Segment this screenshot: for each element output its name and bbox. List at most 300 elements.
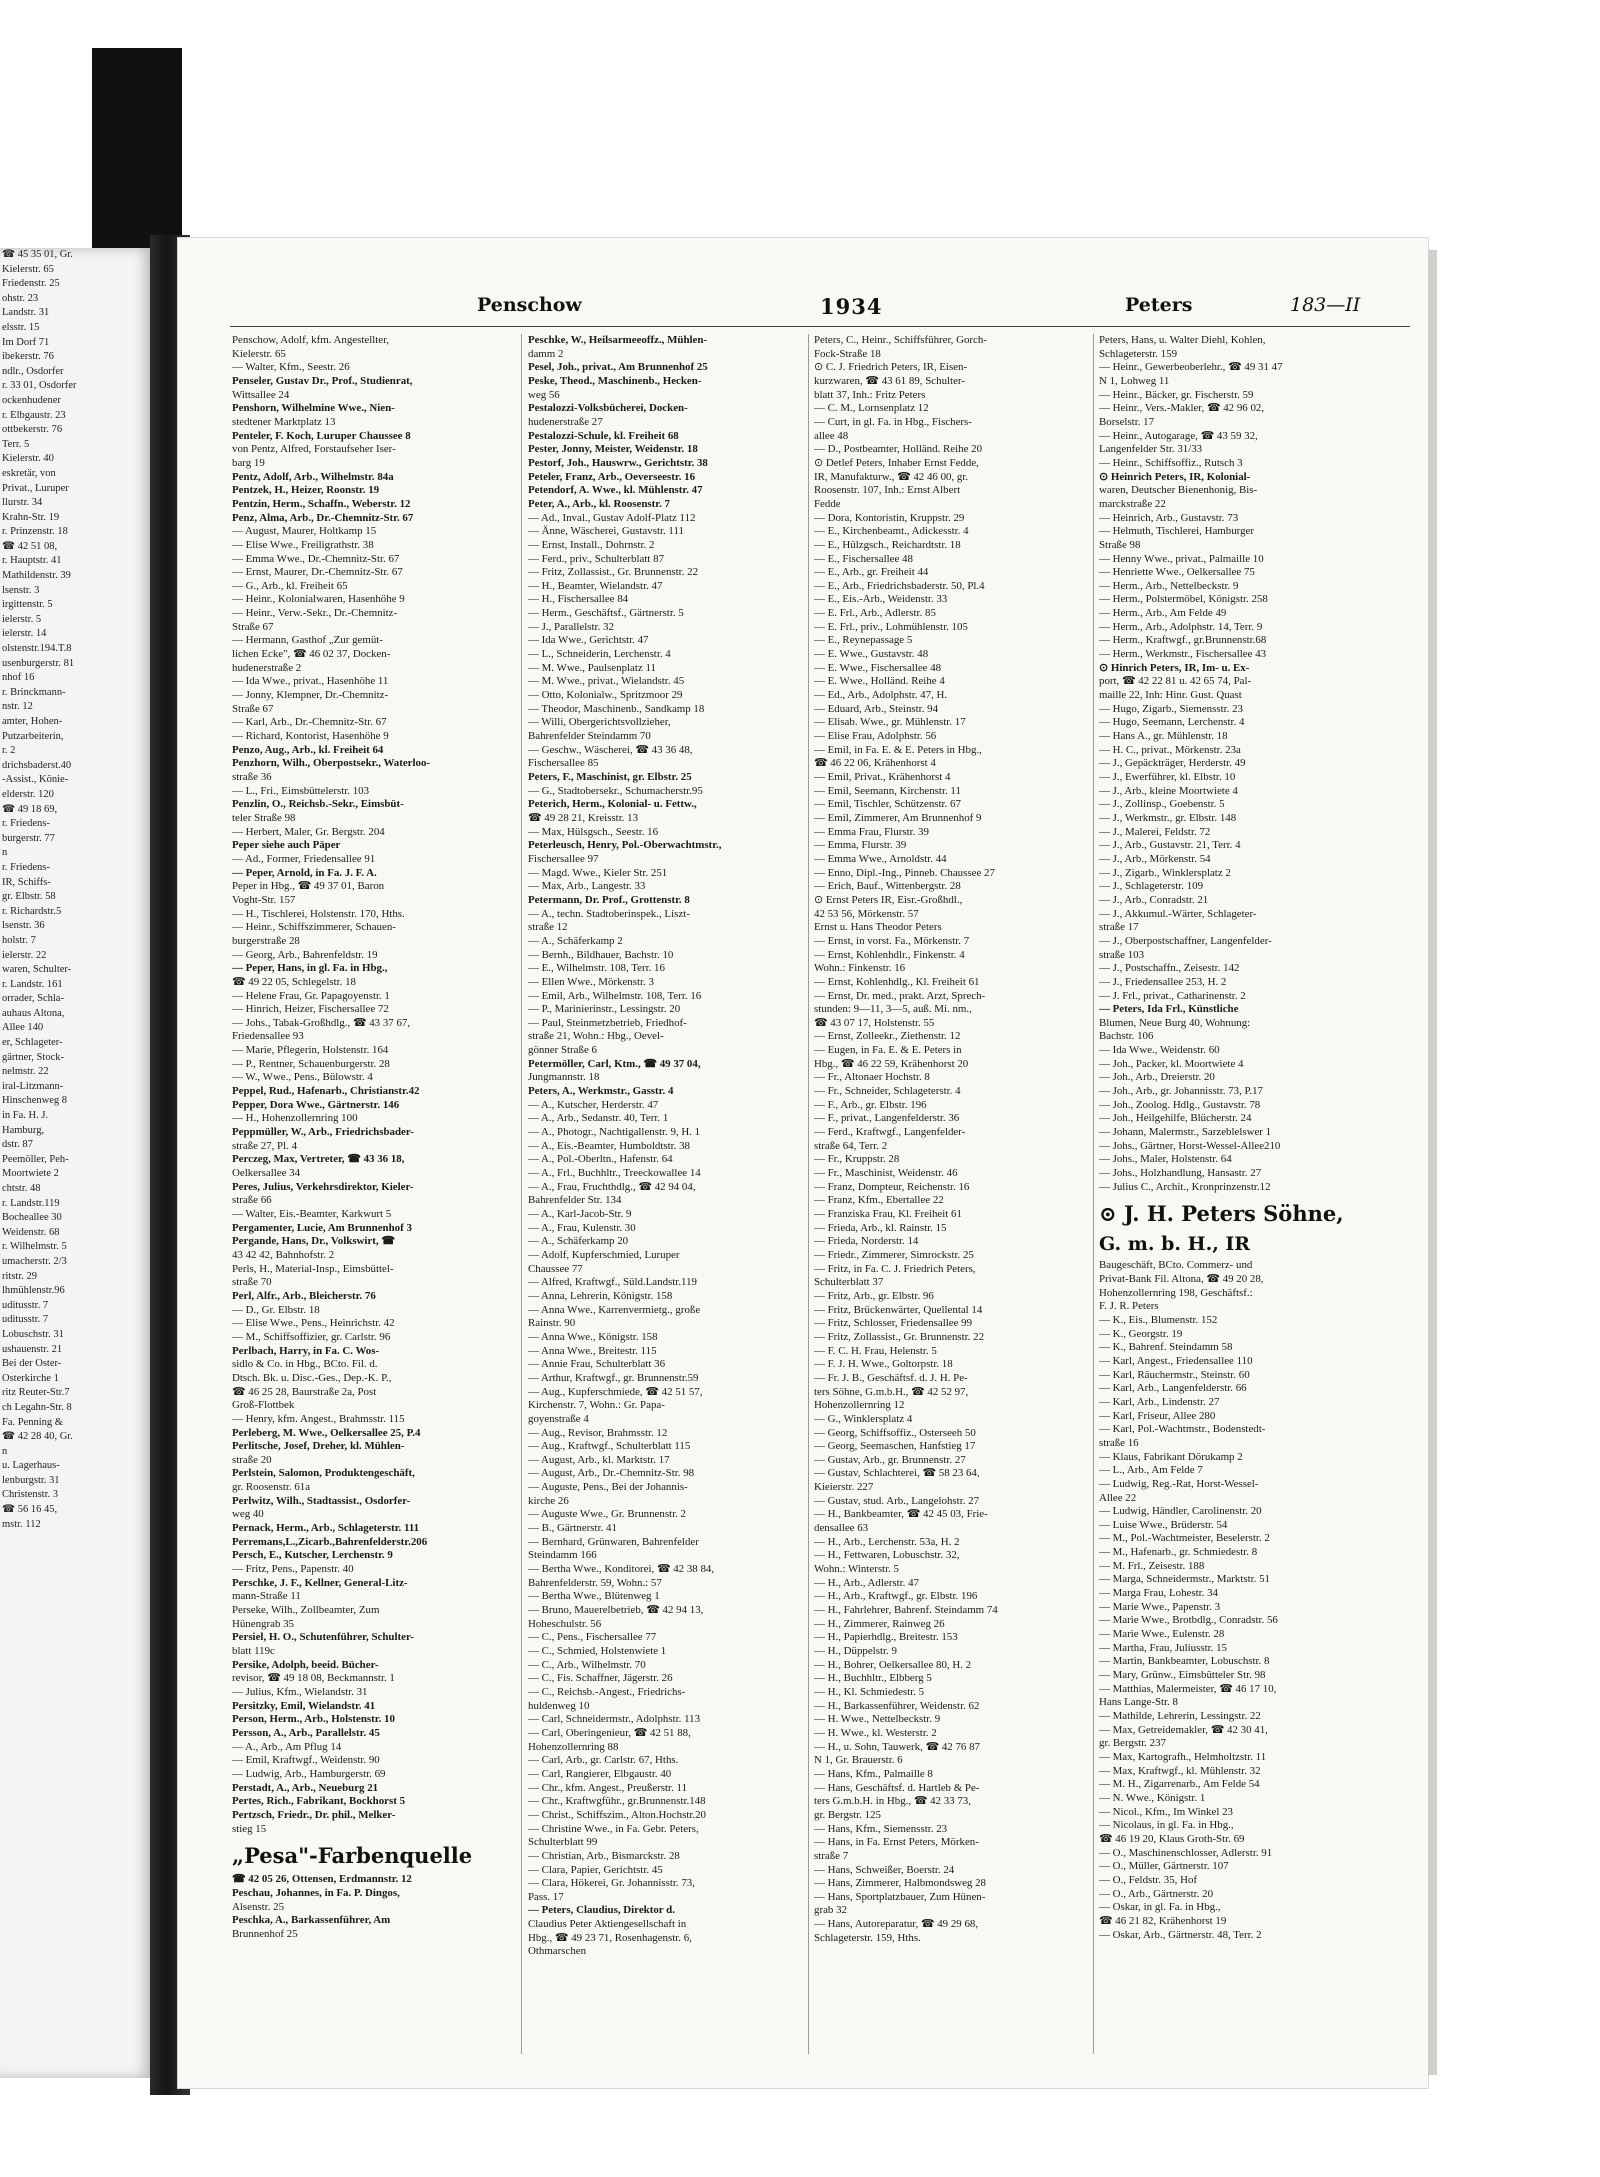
directory-entry: Hans Lange-Str. 8 bbox=[1099, 1696, 1178, 1709]
directory-entry: — Henriette Wwe., Oelkersallee 75 bbox=[1099, 566, 1255, 579]
directory-entry: — Fr. J. B., Geschäftsf. d. J. H. Pe- bbox=[814, 1371, 968, 1384]
directory-entry: — Herm., Kraftwgf., gr.Brunnenstr.68 bbox=[1099, 634, 1267, 647]
directory-entry: — D., Gr. Elbstr. 18 bbox=[232, 1303, 320, 1316]
directory-entry: — Georg, Seemaschen, Hanfstieg 17 bbox=[814, 1440, 976, 1453]
directory-entry: Perstadt, A., Arb., Neueburg 21 bbox=[232, 1781, 379, 1794]
directory-entry: — F., Arb., gr. Elbstr. 196 bbox=[814, 1098, 927, 1111]
directory-entry: Hohenzollernring 198, Geschäftsf.: bbox=[1099, 1286, 1253, 1299]
header-rule bbox=[230, 326, 1410, 327]
directory-entry: — L., Schneiderin, Lerchenstr. 4 bbox=[528, 648, 671, 661]
directory-entry: Hohenzollernring 12 bbox=[814, 1399, 905, 1412]
directory-entry: Pertes, Rich., Fabrikant, Bockhorst 5 bbox=[232, 1795, 406, 1808]
directory-entry: straße 27, Pl. 4 bbox=[232, 1139, 298, 1152]
directory-entry: Othmarschen bbox=[528, 1945, 587, 1958]
directory-entry: Penschow, Adolf, kfm. Angestellter, bbox=[232, 334, 390, 346]
directory-entry: — Alfred, Kraftwgf., Süld.Landstr.119 bbox=[528, 1276, 697, 1289]
directory-entry: — E., Hülzgsch., Reichardtstr. 18 bbox=[814, 538, 961, 551]
directory-entry: — Herm., Arb., Nettelbeckstr. 9 bbox=[1099, 579, 1239, 592]
previous-page-line: orrader, Schla- bbox=[2, 993, 64, 1005]
directory-entry: — H., Fahrlehrer, Bahrenf. Steindamm 74 bbox=[814, 1604, 998, 1617]
previous-page-line: mstr. 112 bbox=[2, 1518, 41, 1530]
directory-entry: Schlageterstr. 159 bbox=[1099, 347, 1178, 360]
directory-entry: — F. J. H. Wwe., Goltorpstr. 18 bbox=[814, 1358, 953, 1371]
directory-entry: — A., techn. Stadtoberinspek., Liszt- bbox=[528, 907, 690, 920]
directory-entry: ⊙ Detlef Peters, Inhaber Ernst Fedde, bbox=[814, 456, 979, 469]
directory-entry: — J., Werkmstr., gr. Elbstr. 148 bbox=[1099, 811, 1237, 824]
column-divider bbox=[1093, 334, 1094, 2054]
directory-entry: — Oskar, Arb., Gärtnerstr. 48, Terr. 2 bbox=[1099, 1928, 1262, 1941]
previous-page-line: irgittenstr. 5 bbox=[2, 599, 53, 611]
directory-entry: Jungmannstr. 18 bbox=[528, 1071, 600, 1084]
directory-entry: — Curt, in gl. Fa. in Hbg., Fischers- bbox=[814, 415, 972, 428]
directory-entry: Claudius Peter Aktiengesellschaft in bbox=[528, 1918, 687, 1931]
directory-entry: — O., Arb., Gärtnerstr. 20 bbox=[1099, 1887, 1214, 1900]
previous-page-line: r. Prinzenstr. 18 bbox=[2, 526, 68, 538]
directory-entry: von Pentz, Alfred, Forstaufseher Iser- bbox=[232, 443, 396, 456]
directory-entry: — Enno, Dipl.-Ing., Pinneb. Chaussee 27 bbox=[814, 866, 995, 879]
directory-entry: — Gustav, stud. Arb., Langelohstr. 27 bbox=[814, 1494, 980, 1507]
directory-entry: — Matthias, Malermeister, ☎ 46 17 10, bbox=[1099, 1682, 1277, 1695]
column-divider bbox=[808, 334, 809, 2054]
directory-entry: lichen Ecke", ☎ 46 02 37, Docken- bbox=[232, 648, 391, 661]
directory-entry: — H. Wwe., Nettelbeckstr. 9 bbox=[814, 1713, 941, 1726]
directory-entry: N 1, Gr. Brauerstr. 6 bbox=[814, 1754, 903, 1767]
directory-entry: straße 17 bbox=[1099, 921, 1139, 934]
directory-entry: — Erich, Bauf., Wittenbergstr. 28 bbox=[814, 880, 961, 893]
directory-entry: ☎ 46 22 06, Krähenhorst 4 bbox=[814, 757, 936, 770]
directory-entry: — August, Arb., kl. Marktstr. 17 bbox=[528, 1453, 670, 1466]
directory-entry: Peper in Hbg., ☎ 49 37 01, Baron bbox=[232, 880, 385, 893]
directory-entry: Penseler, Gustav Dr., Prof., Studienrat, bbox=[232, 374, 413, 387]
directory-entry: Perschke, J. F., Kellner, General-Litz- bbox=[232, 1576, 408, 1589]
previous-page-line: ☎ 42 51 08, bbox=[2, 540, 58, 552]
directory-entry: straße 20 bbox=[232, 1453, 272, 1466]
directory-entry: — Johs., Maler, Holstenstr. 64 bbox=[1099, 1153, 1232, 1166]
previous-page-line: burgerstr. 77 bbox=[2, 832, 55, 844]
directory-entry: — Auguste, Pens., Bei der Johannis- bbox=[528, 1481, 688, 1494]
directory-entry: — Bertha Wwe., Konditorei, ☎ 42 38 84, bbox=[528, 1563, 715, 1576]
directory-entry: — H., Tischlerei, Holstenstr. 170, Hths. bbox=[232, 907, 405, 920]
directory-entry: Peter, A., Arb., kl. Roosenstr. 7 bbox=[528, 497, 670, 510]
directory-entry: — G., Stadtobersekr., Schumacherstr.95 bbox=[528, 784, 703, 797]
directory-entry: — H., Fischersallee 84 bbox=[528, 593, 629, 606]
previous-page-line: Osterkirche 1 bbox=[2, 1372, 59, 1384]
directory-entry: Peters, C., Heinr., Schiffsführer, Gorch- bbox=[814, 334, 987, 346]
directory-entry: N 1, Lohweg 11 bbox=[1099, 374, 1170, 387]
directory-entry: ☎ 42 05 26, Ottensen, Erdmannstr. 12 bbox=[232, 1873, 412, 1886]
directory-entry: — Hugo, Seemann, Lerchenstr. 4 bbox=[1099, 716, 1245, 729]
previous-page-line: Peemöller, Peh- bbox=[2, 1153, 69, 1165]
directory-entry: Penzlin, O., Reichsb.-Sekr., Eimsbüt- bbox=[232, 798, 404, 811]
directory-column-1 bbox=[232, 334, 510, 1941]
directory-entry: Pergamenter, Lucie, Am Brunnenhof 3 bbox=[232, 1221, 412, 1234]
previous-page-line: ibekerstr. 76 bbox=[2, 351, 54, 363]
directory-entry: — Carl, Rangierer, Elbgaustr. 40 bbox=[528, 1767, 672, 1780]
previous-page-line: lsenstr. 3 bbox=[2, 584, 40, 596]
directory-entry: — Nicolaus, in gl. Fa. in Hbg., bbox=[1099, 1819, 1234, 1832]
directory-entry: — Herm., Arb., Adolphstr. 14, Terr. 9 bbox=[1099, 620, 1263, 633]
directory-entry: stieg 15 bbox=[232, 1822, 267, 1835]
directory-entry: — Gustav, Arb., gr. Brunnenstr. 27 bbox=[814, 1453, 966, 1466]
directory-entry: straße 103 bbox=[1099, 948, 1145, 961]
firm-heading: ⊙ J. H. Peters Söhne, bbox=[1099, 1201, 1344, 1227]
directory-entry: — Hans, Schweißer, Boerstr. 24 bbox=[814, 1863, 955, 1876]
directory-entry: — Georg, Arb., Bahrenfeldstr. 19 bbox=[232, 948, 378, 961]
directory-entry: — Heinr., Gewerbeoberlehr., ☎ 49 31 47 bbox=[1099, 361, 1283, 374]
directory-entry: — Ida Wwe., Weidenstr. 60 bbox=[1099, 1044, 1220, 1057]
previous-page-line: ☎ 49 18 69, bbox=[2, 803, 58, 815]
firm-heading: G. m. b. H., IR bbox=[1099, 1233, 1251, 1256]
directory-entry: Pestorf, Joh., Hauswrw., Gerichtstr. 38 bbox=[528, 456, 708, 469]
directory-entry: Hbg., ☎ 46 22 59, Krähenhorst 20 bbox=[814, 1057, 969, 1070]
directory-entry: Straße 67 bbox=[232, 702, 274, 715]
directory-entry: — J., Schlageterstr. 109 bbox=[1099, 880, 1204, 893]
directory-entry: — Dora, Kontoristin, Kruppstr. 29 bbox=[814, 511, 965, 524]
directory-entry: — Karl, Arb., Langenfelderstr. 66 bbox=[1099, 1382, 1247, 1395]
directory-entry: — Marie Wwe., Papenstr. 3 bbox=[1099, 1600, 1221, 1613]
directory-entry: — Henry, kfm. Angest., Brahmsstr. 115 bbox=[232, 1412, 405, 1425]
directory-entry: Hünengrab 35 bbox=[232, 1617, 294, 1630]
directory-entry: — Emma Frau, Flurstr. 39 bbox=[814, 825, 929, 838]
directory-entry: Straße 98 bbox=[1099, 538, 1141, 551]
directory-entry: Peschke, W., Heilsarmeeoffz., Mühlen- bbox=[528, 334, 708, 346]
directory-entry: — Bertha Wwe., Blütenweg 1 bbox=[528, 1590, 660, 1603]
directory-entry: mann-Straße 11 bbox=[232, 1590, 301, 1603]
directory-entry: F. J. R. Peters bbox=[1099, 1300, 1159, 1313]
directory-entry: — H., Bankbeamter, ☎ 42 45 03, Frie- bbox=[814, 1508, 988, 1521]
directory-entry: — A., Pol.-Oberltn., Hafenstr. 64 bbox=[528, 1153, 673, 1166]
previous-page-line: r. Wilhelmstr. 5 bbox=[2, 1241, 67, 1253]
directory-entry: Schulterblatt 37 bbox=[814, 1276, 884, 1289]
directory-entry: — J., Arb., Mörkenstr. 54 bbox=[1099, 852, 1211, 865]
directory-entry: Penshorn, Wilhelmine Wwe., Nien- bbox=[232, 402, 395, 415]
directory-entry: Petermöller, Carl, Ktm., ☎ 49 37 04, bbox=[528, 1057, 701, 1070]
directory-entry: Bahrenfelderstr. 59, Wohn.: 57 bbox=[528, 1576, 662, 1589]
directory-entry: — M. Frl., Zeisestr. 188 bbox=[1099, 1559, 1205, 1572]
directory-entry: — Ernst, Kohlenhdlg., Kl. Freiheit 61 bbox=[814, 975, 980, 988]
directory-entry: — D., Postbeamter, Holländ. Reihe 20 bbox=[814, 443, 983, 456]
directory-entry: Ernst u. Hans Theodor Peters bbox=[814, 921, 942, 934]
directory-entry: — Ludwig, Reg.-Rat, Horst-Wessel- bbox=[1099, 1477, 1259, 1490]
directory-entry: gönner Straße 6 bbox=[528, 1044, 597, 1057]
directory-entry: Alsenstr. 25 bbox=[232, 1900, 285, 1913]
previous-page-line: lhmühlenstr.96 bbox=[2, 1285, 65, 1297]
directory-entry: — Herm., Polstermöbel, Königstr. 258 bbox=[1099, 593, 1268, 606]
directory-entry: Perlitsche, Josef, Dreher, kl. Mühlen- bbox=[232, 1440, 405, 1453]
previous-page-line: Hamburg, bbox=[2, 1124, 45, 1136]
previous-page-line: Mathildenstr. 39 bbox=[2, 570, 71, 582]
directory-entry: — J., Arb., Gustavstr. 21, Terr. 4 bbox=[1099, 839, 1241, 852]
directory-entry: — Georg, Schiffsoffiz., Osterseeh 50 bbox=[814, 1426, 976, 1439]
directory-entry: — Ernst, in vorst. Fa., Mörkenstr. 7 bbox=[814, 934, 970, 947]
directory-entry: Allee 22 bbox=[1099, 1491, 1137, 1504]
previous-page-line: Bocheallee 30 bbox=[2, 1212, 62, 1224]
directory-entry: — M., Hafenarb., gr. Schmiedestr. 8 bbox=[1099, 1546, 1258, 1559]
directory-entry: — Bruno, Mauerelbetrieb, ☎ 42 94 13, bbox=[528, 1604, 704, 1617]
directory-entry: Hoheschulstr. 56 bbox=[528, 1617, 602, 1630]
previous-page-line: umacherstr. 2/3 bbox=[2, 1255, 67, 1267]
directory-entry: densallee 63 bbox=[814, 1522, 869, 1535]
directory-entry: — E. Frl., Arb., Adlerstr. 85 bbox=[814, 607, 936, 620]
directory-entry: — Heinr., Schiffsoffiz., Rutsch 3 bbox=[1099, 456, 1243, 469]
directory-entry: — Marga Frau, Lohestr. 34 bbox=[1099, 1587, 1218, 1600]
directory-entry: — H., Düppelstr. 9 bbox=[814, 1645, 897, 1657]
directory-entry: — Fr., Schneider, Schlageterstr. 4 bbox=[814, 1085, 961, 1098]
directory-entry: ⊙ C. J. Friedrich Peters, IR, Eisen- bbox=[814, 361, 968, 374]
directory-entry: grab 32 bbox=[814, 1904, 847, 1917]
directory-entry: — Hans, Autoreparatur, ☎ 49 29 68, bbox=[814, 1918, 979, 1931]
directory-entry: — Luise Wwe., Brüderstr. 54 bbox=[1099, 1518, 1228, 1531]
directory-entry: — Änne, Wäscherei, Gustavstr. 111 bbox=[528, 525, 684, 538]
directory-entry: — H., Arb., Kraftwgf., gr. Elbstr. 196 bbox=[814, 1590, 978, 1603]
directory-entry: — Geschw., Wäscherei, ☎ 43 36 48, bbox=[528, 743, 693, 756]
directory-entry: — Marie, Pflegerin, Holstenstr. 164 bbox=[232, 1044, 389, 1057]
directory-entry: barg 19 bbox=[232, 456, 265, 469]
directory-entry: Peske, Theod., Maschinenb., Hecken- bbox=[528, 374, 702, 387]
directory-entry: — Anna, Lehrerin, Königstr. 158 bbox=[528, 1289, 673, 1302]
previous-page-line: gärtner, Stock- bbox=[2, 1051, 64, 1063]
directory-entry: — G., Arb., kl. Freiheit 65 bbox=[232, 579, 348, 592]
directory-entry: — Emil, Privat., Krähenhorst 4 bbox=[814, 771, 951, 783]
directory-entry: — Hans, Kfm., Palmaille 8 bbox=[814, 1767, 933, 1780]
directory-entry: Pergande, Hans, Dr., Volkswirt, ☎ bbox=[232, 1235, 395, 1248]
directory-entry: Penzhorn, Wilh., Oberpostsekr., Waterloo- bbox=[232, 757, 431, 770]
directory-entry: — Franziska Frau, Kl. Freiheit 61 bbox=[814, 1208, 962, 1220]
directory-entry: straße 21, Wohn.: Hbg., Oevel- bbox=[528, 1030, 664, 1043]
previous-page-line: lenburgstr. 31 bbox=[2, 1474, 60, 1486]
directory-entry: — Karl, Arb., Lindenstr. 27 bbox=[1099, 1395, 1220, 1408]
directory-entry: — J., Oberpostschaffner, Langenfelder- bbox=[1099, 934, 1272, 947]
directory-entry: stedtener Marktplatz 13 bbox=[232, 415, 336, 428]
previous-page-line: ielerstr. 14 bbox=[2, 628, 47, 640]
directory-entry: — Aug., Kupferschmiede, ☎ 42 51 57, bbox=[528, 1385, 703, 1398]
directory-entry: Peters, F., Maschinist, gr. Elbstr. 25 bbox=[528, 771, 692, 783]
directory-entry: — Emma Wwe., Dr.-Chemnitz-Str. 67 bbox=[232, 552, 400, 565]
directory-entry: — Fr., Kruppstr. 28 bbox=[814, 1153, 900, 1166]
page-edge bbox=[1428, 250, 1437, 2075]
directory-entry: 43 42 42, Bahnhofstr. 2 bbox=[232, 1248, 335, 1261]
directory-entry: — Heinr., Kolonialwaren, Hasenhöhe 9 bbox=[232, 593, 405, 606]
directory-entry: — Frieda, Arb., kl. Rainstr. 15 bbox=[814, 1221, 947, 1234]
directory-entry: gr. Bergstr. 125 bbox=[814, 1808, 881, 1821]
previous-page-line: llurstr. 34 bbox=[2, 497, 43, 509]
directory-entry: — H., Beamter, Wielandstr. 47 bbox=[528, 579, 663, 592]
directory-entry: damm 2 bbox=[528, 347, 564, 360]
directory-entry: ters G.m.b.H. in Hbg., ☎ 42 33 73, bbox=[814, 1795, 971, 1808]
directory-entry: — Ernst, Maurer, Dr.-Chemnitz-Str. 67 bbox=[232, 566, 403, 579]
directory-entry: gr. Roosenstr. 61a bbox=[232, 1481, 311, 1494]
directory-entry: — K., Georgstr. 19 bbox=[1099, 1327, 1183, 1340]
directory-entry: — A., Frl., Buchhltr., Treeckowallee 14 bbox=[528, 1167, 701, 1180]
directory-entry: — Marie Wwe., Brotbdlg., Conradstr. 56 bbox=[1099, 1614, 1278, 1627]
directory-entry: — J., Arb., Conradstr. 21 bbox=[1099, 893, 1209, 906]
previous-page-line: in Fa. H. J. bbox=[2, 1110, 49, 1122]
directory-entry: — E. Wwe., Gustavstr. 48 bbox=[814, 648, 929, 661]
directory-entry: — Walter, Eis.-Beamter, Karkwurt 5 bbox=[232, 1208, 392, 1220]
directory-entry: — O., Müller, Gärtnerstr. 107 bbox=[1099, 1860, 1229, 1873]
directory-entry: Bahrenfelder Steindamm 70 bbox=[528, 730, 651, 743]
directory-entry: Chaussee 77 bbox=[528, 1262, 583, 1275]
previous-page-line: ☎ 42 28 40, Gr. bbox=[2, 1431, 73, 1443]
directory-entry: — L., Fri., Eimsbüttelerstr. 103 bbox=[232, 784, 370, 797]
directory-entry: Petendorf, A. Wwe., kl. Mühlenstr. 47 bbox=[528, 484, 703, 497]
directory-entry: — Ad., Inval., Gustav Adolf-Platz 112 bbox=[528, 511, 696, 524]
previous-page-line: r. 2 bbox=[2, 745, 16, 757]
previous-page-line: gr. Elbstr. 58 bbox=[2, 891, 56, 903]
previous-page-line: eskretär, von bbox=[2, 467, 56, 479]
directory-entry: — Ernst, Zolleekr., Ziethenstr. 12 bbox=[814, 1030, 961, 1043]
directory-entry: — Heinr., Schiffszimmerer, Schauen- bbox=[232, 921, 396, 934]
directory-entry: — Ad., Former, Friedensallee 91 bbox=[232, 852, 376, 865]
previous-page-line: Allee 140 bbox=[2, 1022, 44, 1034]
previous-page-line: r. 33 01, Osdorfer bbox=[2, 380, 77, 392]
directory-entry: — J., Ewerführer, kl. Elbstr. 10 bbox=[1099, 771, 1236, 783]
directory-entry: — Carl, Arb., gr. Carlstr. 67, Hths. bbox=[528, 1754, 679, 1767]
directory-entry: 42 53 56, Mörkenstr. 57 bbox=[814, 907, 919, 920]
directory-entry: — P., Marinierinstr., Lessingstr. 20 bbox=[528, 1003, 681, 1016]
directory-entry: sidlo & Co. in Hbg., BCto. Fil. d. bbox=[232, 1358, 378, 1371]
directory-entry: Groß-Flottbek bbox=[232, 1399, 295, 1412]
directory-entry: — E., Arb., Friedrichsbaderstr. 50, Pl.4 bbox=[814, 579, 985, 592]
directory-entry: — G., Winklersplatz 4 bbox=[814, 1412, 913, 1425]
directory-entry: Peschau, Johannes, in Fa. P. Dingos, bbox=[232, 1886, 400, 1899]
directory-entry: — K., Eis., Blumenstr. 152 bbox=[1099, 1313, 1218, 1326]
directory-entry: Hohenzollernring 88 bbox=[528, 1740, 619, 1753]
directory-entry: — Ferd., Kraftwgf., Langenfelder- bbox=[814, 1126, 966, 1139]
directory-entry: — C., Arb., Wilhelmstr. 70 bbox=[528, 1658, 646, 1671]
directory-entry: — B., Gärtnerstr. 41 bbox=[528, 1522, 617, 1535]
directory-entry: Fock-Straße 18 bbox=[814, 347, 881, 360]
directory-entry: — Heinr., Vers.-Makler, ☎ 42 96 02, bbox=[1099, 402, 1265, 415]
directory-page bbox=[178, 238, 1428, 2088]
directory-entry: Pertzsch, Friedr., Dr. phil., Melker- bbox=[232, 1808, 396, 1821]
directory-entry: — Marie Wwe., Eulenstr. 28 bbox=[1099, 1628, 1225, 1641]
directory-entry: — Peper, Hans, in gl. Fa. in Hbg., bbox=[232, 962, 388, 975]
directory-entry: — J., Friedensallee 253, H. 2 bbox=[1099, 975, 1227, 988]
previous-page-line: r. Hauptstr. 41 bbox=[2, 555, 62, 567]
directory-entry: teler Straße 98 bbox=[232, 811, 296, 824]
directory-entry: — Heinr., Bäcker, gr. Fischerstr. 59 bbox=[1099, 388, 1254, 401]
directory-entry: — J., Parallelstr. 32 bbox=[528, 620, 614, 633]
directory-entry: — Marga, Schneidermstr., Marktstr. 51 bbox=[1099, 1573, 1270, 1586]
directory-entry: — Ludwig, Händler, Carolinenstr. 20 bbox=[1099, 1505, 1262, 1518]
previous-page-line: Christenstr. 3 bbox=[2, 1489, 59, 1501]
directory-entry: port, ☎ 42 22 81 u. 42 65 74, Pal- bbox=[1099, 675, 1252, 688]
directory-entry: — Joh., Packer, kl. Moortwiete 4 bbox=[1099, 1057, 1244, 1070]
directory-entry: Perls, H., Material-Insp., Eimsbüttel- bbox=[232, 1262, 394, 1275]
directory-entry: — A., Photogr., Nachtigallenstr. 9, H. 1 bbox=[528, 1126, 701, 1139]
previous-page-line: Hinschenweg 8 bbox=[2, 1095, 68, 1107]
previous-page-line: ch Legahn-Str. 8 bbox=[2, 1401, 72, 1413]
directory-entry: Pesel, Joh., privat., Am Brunnenhof 25 bbox=[528, 361, 708, 374]
directory-entry: — Martin, Bankbeamter, Lobuschstr. 8 bbox=[1099, 1655, 1270, 1668]
directory-entry: — Emil, Tischler, Schützenstr. 67 bbox=[814, 798, 961, 811]
directory-entry: Borselstr. 17 bbox=[1099, 415, 1155, 428]
directory-entry: — Chr., Kraftwgführ., gr.Brunnenstr.148 bbox=[528, 1795, 706, 1808]
directory-entry: Oelkersallee 34 bbox=[232, 1167, 301, 1180]
directory-entry: — Elisab. Wwe., gr. Mühlenstr. 17 bbox=[814, 716, 966, 729]
book-binding bbox=[92, 48, 182, 258]
previous-page-line: Kielerstr. 65 bbox=[2, 263, 54, 275]
previous-page-line: ndlr., Osdorfer bbox=[2, 365, 64, 377]
directory-entry: — E. Frl., priv., Lohmühlenstr. 105 bbox=[814, 620, 968, 633]
directory-entry: — Ernst, Install., Dohrnstr. 2 bbox=[528, 538, 655, 551]
previous-page-line: r. Brinckmann- bbox=[2, 686, 66, 698]
directory-entry: straße 16 bbox=[1099, 1436, 1139, 1449]
directory-entry: ⊙ Hinrich Peters, IR, Im- u. Ex- bbox=[1099, 661, 1250, 674]
firm-heading: „Pesa"-Farbenquelle bbox=[232, 1843, 473, 1869]
directory-entry: — M., Pol.-Wachtmeister, Beselerstr. 2 bbox=[1099, 1532, 1270, 1545]
directory-entry: — Bernhard, Grünwaren, Bahrenfelder bbox=[528, 1535, 699, 1548]
directory-column-3 bbox=[814, 334, 1092, 1945]
directory-entry: Brunnenhof 25 bbox=[232, 1927, 298, 1940]
previous-page-line: ohstr. 23 bbox=[2, 292, 39, 304]
directory-entry: — Hans, Geschäftsf. d. Hartleb & Pe- bbox=[814, 1781, 980, 1794]
directory-entry: — Fr., Maschinist, Weidenstr. 46 bbox=[814, 1167, 958, 1180]
directory-entry: — Bernh., Bildhauer, Bachstr. 10 bbox=[528, 948, 674, 961]
directory-entry: — Henny Wwe., privat., Palmaille 10 bbox=[1099, 552, 1264, 565]
directory-entry: — Herm., Arb., Am Felde 49 bbox=[1099, 607, 1227, 620]
directory-entry: Peters, Hans, u. Walter Diehl, Kohlen, bbox=[1099, 334, 1266, 346]
directory-entry: Rainstr. 90 bbox=[528, 1317, 576, 1330]
directory-entry: Persike, Adolph, beeid. Bücher- bbox=[232, 1658, 379, 1671]
directory-entry: — H., Barkassenführer, Weidenstr. 62 bbox=[814, 1699, 980, 1712]
directory-entry: Perlstein, Salomon, Produktengeschäft, bbox=[232, 1467, 415, 1480]
directory-entry: — Fritz, Zollassist., Gr. Brunnenstr. 22 bbox=[814, 1330, 985, 1343]
directory-entry: — H. Wwe., kl. Westerstr. 2 bbox=[814, 1726, 937, 1739]
directory-entry: — J., Zigarb., Winklersplatz 2 bbox=[1099, 866, 1231, 879]
directory-entry: Persiel, H. O., Schutenführer, Schulter- bbox=[232, 1631, 415, 1644]
directory-entry: goyenstraße 4 bbox=[528, 1412, 589, 1425]
directory-entry: Fischersallee 97 bbox=[528, 852, 599, 865]
directory-column-4 bbox=[1099, 334, 1377, 1942]
directory-entry: — Johs., Gärtner, Horst-Wessel-Allee210 bbox=[1099, 1139, 1281, 1152]
directory-entry: — Fr., Altonaer Hochstr. 8 bbox=[814, 1071, 930, 1084]
directory-entry: waren, Deutscher Bienenhonig, Bis- bbox=[1099, 484, 1258, 497]
previous-page-line: u. Lagerhaus- bbox=[2, 1460, 60, 1472]
directory-entry: — H., Papierhdlg., Breitestr. 153 bbox=[814, 1631, 958, 1644]
previous-page-line: ☎ 45 35 01, Gr. bbox=[2, 249, 73, 260]
directory-entry: Blumen, Neue Burg 40, Wohnung: bbox=[1099, 1016, 1251, 1029]
directory-entry: — Karl, Räuchermstr., Steinstr. 60 bbox=[1099, 1368, 1250, 1381]
directory-entry: hudenerstraße 27 bbox=[528, 415, 603, 428]
directory-entry: — Carl, Oberingenieur, ☎ 42 51 88, bbox=[528, 1726, 691, 1739]
directory-entry: Friedensallee 93 bbox=[232, 1030, 304, 1043]
directory-entry: — Heinr., Autogarage, ☎ 43 59 32, bbox=[1099, 429, 1258, 442]
directory-entry: — Christ., Schiffszim., Alton.Hochstr.20 bbox=[528, 1808, 706, 1821]
previous-page-line: r. Friedens- bbox=[2, 818, 50, 830]
directory-entry: Penz, Alma, Arb., Dr.-Chemnitz-Str. 67 bbox=[232, 511, 414, 524]
directory-entry: Peterleusch, Henry, Pol.-Oberwachtmstr., bbox=[528, 839, 722, 852]
directory-entry: — Helene Frau, Gr. Papagoyenstr. 1 bbox=[232, 989, 390, 1002]
previous-page-line: drichsbaderst.40 bbox=[2, 759, 72, 771]
column-divider bbox=[521, 334, 522, 2054]
directory-entry: — J., Malerei, Feldstr. 72 bbox=[1099, 825, 1211, 838]
directory-entry: Pentz, Adolf, Arb., Wilhelmstr. 84a bbox=[232, 470, 394, 483]
directory-entry: — A., Arb., Am Pflug 14 bbox=[232, 1740, 342, 1753]
directory-entry: — J., Akkumul.-Wärter, Schlageter- bbox=[1099, 907, 1257, 920]
directory-entry: — Peters, Ida Frl., Künstliche bbox=[1099, 1003, 1239, 1016]
directory-entry: blatt 119c bbox=[232, 1645, 275, 1657]
directory-entry: — C., Schmied, Holstenwiete 1 bbox=[528, 1645, 667, 1657]
directory-entry: — Herm., Werkmstr., Fischersallee 43 bbox=[1099, 648, 1267, 661]
previous-page-line: usenburgerstr. 81 bbox=[2, 657, 75, 669]
previous-page-line: r. Elbgaustr. 23 bbox=[2, 409, 66, 421]
previous-page-line: Friedenstr. 25 bbox=[2, 278, 60, 290]
directory-entry: Petermann, Dr. Prof., Grottenstr. 8 bbox=[528, 893, 690, 906]
directory-entry: — Magd. Wwe., Kieler Str. 251 bbox=[528, 866, 668, 879]
directory-entry: — J., Arb., kleine Moortwiete 4 bbox=[1099, 784, 1238, 797]
